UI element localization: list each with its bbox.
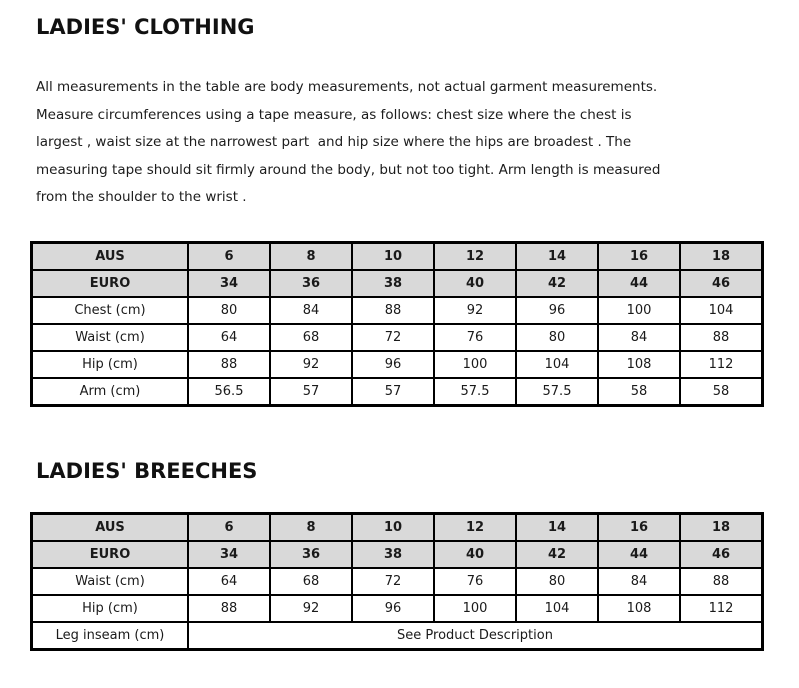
row-label-cell: Hip (cm) [32,351,189,378]
ladies-clothing-size-table [30,241,764,407]
size-header-cell: 40 [434,270,516,297]
size-value-cell: 84 [598,324,680,351]
header-row-label: EURO [32,270,189,297]
merged-note-cell: See Product Description [188,622,763,650]
table-body-row [32,595,763,622]
size-value-cell: 64 [188,324,270,351]
row-label-cell: Waist (cm) [32,324,189,351]
header-row-label: EURO [32,541,189,568]
size-value-cell: 96 [516,297,598,324]
size-header-cell: 42 [516,541,598,568]
size-value-cell: 58 [680,378,763,406]
size-value-cell: 88 [680,568,763,595]
size-header-cell: 36 [270,541,352,568]
ladies-breeches-title: LADIES' BREECHES [36,459,258,483]
ladies-clothing-title: LADIES' CLOTHING [36,15,255,39]
table-body-row [32,568,763,595]
size-header-cell: 14 [516,514,598,542]
size-header-cell: 14 [516,243,598,271]
table-body-row [32,297,763,324]
size-header-cell: 34 [188,270,270,297]
size-value-cell: 88 [188,595,270,622]
size-header-cell: 44 [598,270,680,297]
size-header-cell: 8 [270,514,352,542]
table-header-row [32,541,763,568]
size-header-cell: 12 [434,514,516,542]
size-value-cell: 88 [680,324,763,351]
table-body-row [32,351,763,378]
size-header-cell: 36 [270,270,352,297]
size-header-cell: 16 [598,243,680,271]
size-value-cell: 84 [270,297,352,324]
size-value-cell: 68 [270,568,352,595]
size-value-cell: 104 [680,297,763,324]
table-header-row [32,514,763,542]
table-body-row [32,622,763,650]
size-value-cell: 57.5 [516,378,598,406]
size-value-cell: 80 [188,297,270,324]
size-value-cell: 56.5 [188,378,270,406]
size-value-cell: 84 [598,568,680,595]
size-header-cell: 38 [352,541,434,568]
size-header-cell: 8 [270,243,352,271]
size-value-cell: 76 [434,568,516,595]
size-value-cell: 92 [434,297,516,324]
table-body-row [32,324,763,351]
table-body-row [32,378,763,406]
size-header-cell: 12 [434,243,516,271]
row-label-cell: Waist (cm) [32,568,189,595]
size-header-cell: 16 [598,514,680,542]
size-value-cell: 104 [516,351,598,378]
size-value-cell: 112 [680,595,763,622]
size-value-cell: 64 [188,568,270,595]
size-header-cell: 46 [680,541,763,568]
size-value-cell: 108 [598,351,680,378]
size-header-cell: 42 [516,270,598,297]
measurement-intro-paragraph: All measurements in the table are body measurements, not actual garment measurements. Measure circumferences using a tape measure, as follows: chest size where the chest is largest , waist size at the narrowest part and hip size where the hips are broadest . The measuring tape should sit firmly around the body, but not too tight. Arm length is measured from the shoulder to the wrist . [36,79,665,205]
size-value-cell: 96 [352,595,434,622]
row-label-cell: Arm (cm) [32,378,189,406]
row-label-cell: Leg inseam (cm) [32,622,189,650]
size-header-cell: 46 [680,270,763,297]
size-header-cell: 10 [352,514,434,542]
size-value-cell: 68 [270,324,352,351]
row-label-cell: Chest (cm) [32,297,189,324]
size-value-cell: 80 [516,568,598,595]
row-label-cell: Hip (cm) [32,595,189,622]
table-header-row [32,243,763,271]
size-value-cell: 76 [434,324,516,351]
size-value-cell: 92 [270,351,352,378]
size-header-cell: 40 [434,541,516,568]
size-header-cell: 18 [680,514,763,542]
size-header-cell: 38 [352,270,434,297]
header-row-label: AUS [32,514,189,542]
size-value-cell: 100 [434,595,516,622]
size-header-cell: 6 [188,243,270,271]
size-value-cell: 80 [516,324,598,351]
table-header-row [32,270,763,297]
size-value-cell: 72 [352,324,434,351]
size-header-cell: 34 [188,541,270,568]
size-value-cell: 88 [352,297,434,324]
size-value-cell: 57 [352,378,434,406]
ladies-breeches-size-table [30,512,764,651]
size-header-cell: 44 [598,541,680,568]
size-header-cell: 18 [680,243,763,271]
size-header-cell: 6 [188,514,270,542]
size-value-cell: 88 [188,351,270,378]
size-value-cell: 100 [434,351,516,378]
size-value-cell: 96 [352,351,434,378]
size-value-cell: 104 [516,595,598,622]
size-value-cell: 108 [598,595,680,622]
size-value-cell: 58 [598,378,680,406]
header-row-label: AUS [32,243,189,271]
size-value-cell: 72 [352,568,434,595]
size-value-cell: 112 [680,351,763,378]
size-value-cell: 92 [270,595,352,622]
size-value-cell: 57 [270,378,352,406]
size-value-cell: 100 [598,297,680,324]
size-header-cell: 10 [352,243,434,271]
size-value-cell: 57.5 [434,378,516,406]
